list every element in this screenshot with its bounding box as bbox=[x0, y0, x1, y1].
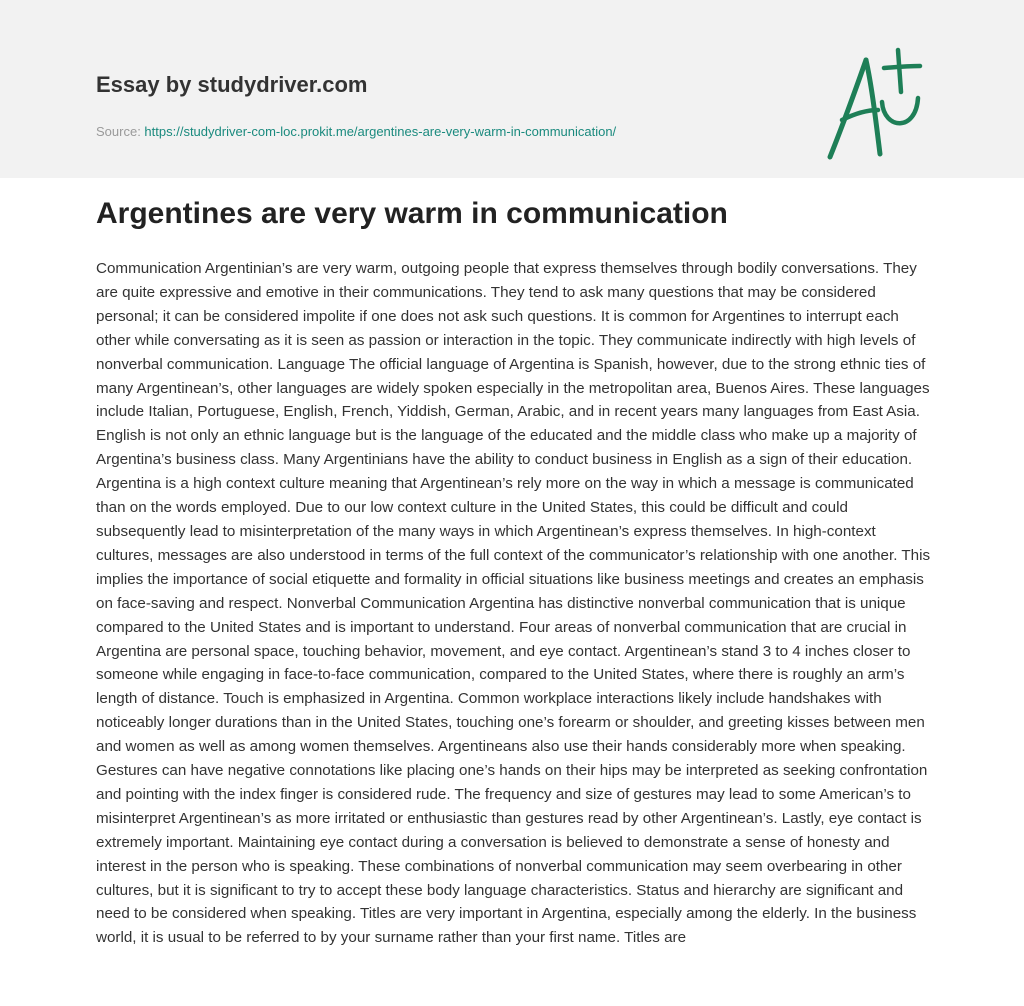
source-line bbox=[96, 125, 616, 138]
essay-header bbox=[0, 0, 1024, 178]
a-plus-logo-icon bbox=[820, 42, 930, 167]
essay-title: Argentines are very warm in communication bbox=[96, 197, 728, 230]
brand-title: Essay by studydriver.com bbox=[96, 72, 368, 97]
source-label: Source: bbox=[96, 124, 145, 139]
essay-body: Communication Argentinian’s are very warm, outgoing people that express themselves through bodily conversations. They are quite expressive and emotive in their communications. They tend to ask many questions that may be considered personal; it can be considered impolite if one does not ask such questions. It is common for Argentines to interrupt each other while conversating as it is seen as passion or interaction in the topic. They communicate indirectly with high levels of nonverbal communication. Language The official language of Argentina is Spanish, however, due to the strong ethnic ties of many Argentinean’s, other languages are widely spoken especially in the metropolitan area, Buenos Aires. These languages include Italian, Portuguese, English, French, Yiddish, German, Arabic, and in recent years many languages from East Asia. English is not only an ethnic language but is the language of the educated and the middle class who make up a majority of Argentina’s business class. Many Argentinians have the ability to conduct business in English as a sign of their education. Argentina is a high context culture meaning that Argentinean’s rely more on the way in which a message is communicated than on the words employed. Due to our low context culture in the United States, this could be difficult and could subsequently lead to misinterpretation of the many ways in which Argentinean’s express themselves. In high-context cultures, messages are also understood in terms of the full context of the communicator’s relationship with one another. This implies the importance of social etiquette and formality in official situations like business meetings and creates an emphasis on face-saving and respect. Nonverbal Communication Argentina has distinctive nonverbal communication that is unique compared to the United States and is important to understand. Four areas of nonverbal communication that are crucial in Argentina are personal space, touching behavior, movement, and eye contact. Argentinean’s stand 3 to 4 inches closer to someone while engaging in face-to-face communication, compared to the United States, where there is roughly an arm’s length of distance. Touch is emphasized in Argentina. Common workplace interactions likely include handshakes with noticeably longer durations than in the United States, touching one’s forearm or shoulder, and greeting kisses between men and women as well as among women themselves. Argentineans also use their hands considerably more when speaking. Gestures can have negative connotations like placing one’s hands on their hips may be interpreted as seeking confrontation and pointing with the index finger is considered rude. The frequency and size of gestures may lead to some American’s to misinterpret Argentinean’s as more irritated or enthusiastic than gestures read by other Argentinean’s. Lastly, eye contact is extremely important. Maintaining eye contact during a conversation is believed to demonstrate a sense of honesty and interest in the person who is speaking. These combinations of nonverbal communication may seem overbearing in other cultures, but it is significant to try to accept these body language characteristics. Status and hierarchy are significant and need to be considered when speaking. Titles are very important in Argentina, especially among the elderly. In the business world, it is usual to be referred to by your surname rather than your first name. Titles are bbox=[96, 260, 931, 947]
a-plus-logo bbox=[820, 42, 930, 167]
source-link[interactable]: https://studydriver-com-loc.prokit.me/argentines-are-very-warm-in-communication/ bbox=[144, 124, 617, 139]
